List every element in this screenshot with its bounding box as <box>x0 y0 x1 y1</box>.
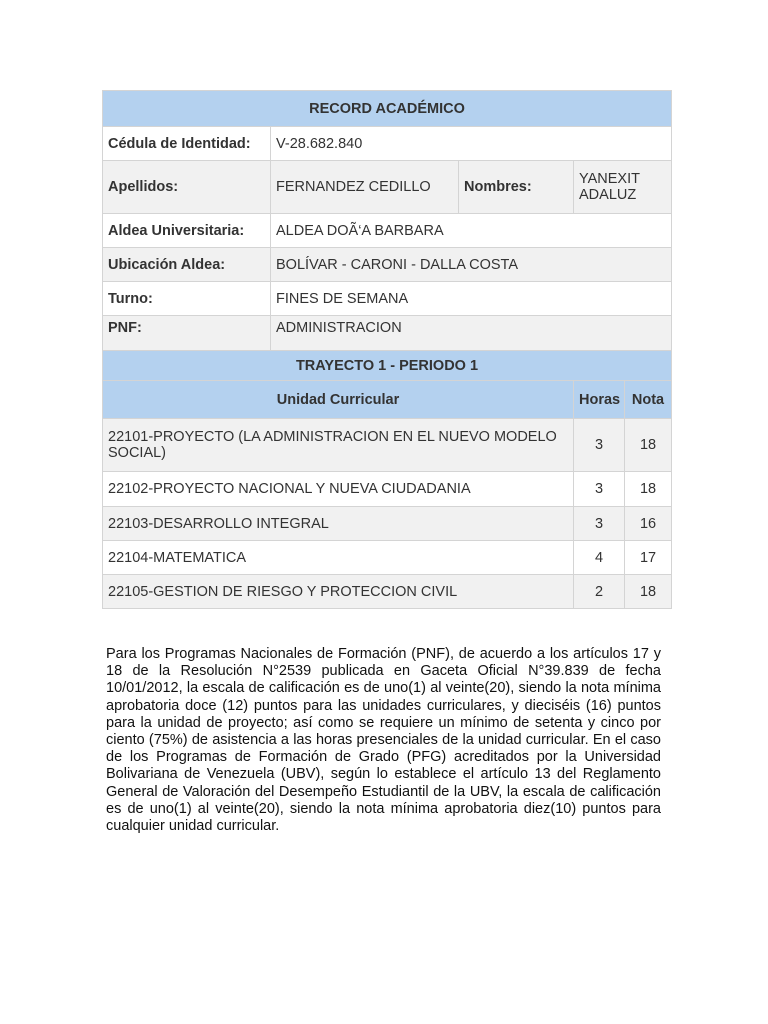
pnf-row <box>103 316 672 351</box>
col-horas-header: Horas <box>574 381 625 419</box>
nota-cell: 18 <box>625 575 672 609</box>
table-row <box>103 541 672 575</box>
horas-cell: 3 <box>574 507 625 541</box>
pnf-value: ADMINISTRACION <box>271 316 672 351</box>
nota-cell: 18 <box>625 472 672 507</box>
turno-label: Turno: <box>103 282 271 316</box>
ubicacion-value: BOLÍVAR - CARONI - DALLA COSTA <box>271 248 672 282</box>
nota-cell: 18 <box>625 419 672 472</box>
turno-value: FINES DE SEMANA <box>271 282 672 316</box>
nombres-value: YANEXIT ADALUZ <box>574 161 672 214</box>
turno-row <box>103 282 672 316</box>
horas-cell: 3 <box>574 419 625 472</box>
apellidos-label: Apellidos: <box>103 161 271 214</box>
apellidos-row <box>103 161 672 214</box>
cedula-label: Cédula de Identidad: <box>103 127 271 161</box>
cedula-row <box>103 127 672 161</box>
column-header-row <box>103 381 672 419</box>
trayecto-header-row <box>103 351 672 381</box>
trayecto-title: TRAYECTO 1 - PERIODO 1 <box>103 351 672 381</box>
aldea-value: ALDEA DOÃ‘A BARBARA <box>271 214 672 248</box>
cedula-value: V-28.682.840 <box>271 127 672 161</box>
horas-cell: 3 <box>574 472 625 507</box>
unidad-cell: 22101-PROYECTO (LA ADMINISTRACION EN EL NUEVO MODELO SOCIAL) <box>103 419 574 472</box>
unidad-cell: 22104-MATEMATICA <box>103 541 574 575</box>
table-row <box>103 575 672 609</box>
table-row <box>103 472 672 507</box>
unidad-cell: 22103-DESARROLLO INTEGRAL <box>103 507 574 541</box>
nombres-label: Nombres: <box>459 161 574 214</box>
nota-cell: 16 <box>625 507 672 541</box>
pnf-label: PNF: <box>103 316 271 351</box>
col-nota-header: Nota <box>625 381 672 419</box>
unidad-cell: 22105-GESTION DE RIESGO Y PROTECCION CIVIL <box>103 575 574 609</box>
unidad-cell: 22102-PROYECTO NACIONAL Y NUEVA CIUDADANIA <box>103 472 574 507</box>
aldea-label: Aldea Universitaria: <box>103 214 271 248</box>
ubicacion-row <box>103 248 672 282</box>
grading-footnote: Para los Programas Nacionales de Formación (PNF), de acuerdo a los artículos 17 y 18 de la Resolución N°2539 publicada en Gaceta Oficial N°39.839 de fecha 10/01/2012, la escala de calificación es de uno(1) al veinte(20), siendo la nota mínima aprobatoria doce (12) puntos para las unidades curriculares, y dieciséis (16) puntos para la unidad de proyecto; así como se requiere un mínimo de setenta y cinco por ciento (75%) de asistencia a las horas presenciales de la unidad curricular. En el caso de los Programas de Formación de Grado (PFG) acreditados por la Universidad Bolivariana de Venezuela (UBV), según lo establece el artículo 13 del Reglamento General de Valoración del Desempeño Estudiantil de la UBV, la escala de calificación es de uno(1) al veinte(20), siendo la nota mínima aprobatoria diez(10) puntos para cualquier unidad curricular. <box>106 646 661 835</box>
table-row <box>103 507 672 541</box>
record-title: RECORD ACADÉMICO <box>103 91 672 127</box>
table-row <box>103 419 672 472</box>
apellidos-value: FERNANDEZ CEDILLO <box>271 161 459 214</box>
aldea-row <box>103 214 672 248</box>
ubicacion-label: Ubicación Aldea: <box>103 248 271 282</box>
record-header-row <box>103 91 672 127</box>
col-unidad-header: Unidad Curricular <box>103 381 574 419</box>
horas-cell: 2 <box>574 575 625 609</box>
nota-cell: 17 <box>625 541 672 575</box>
academic-record-table <box>102 90 672 609</box>
horas-cell: 4 <box>574 541 625 575</box>
